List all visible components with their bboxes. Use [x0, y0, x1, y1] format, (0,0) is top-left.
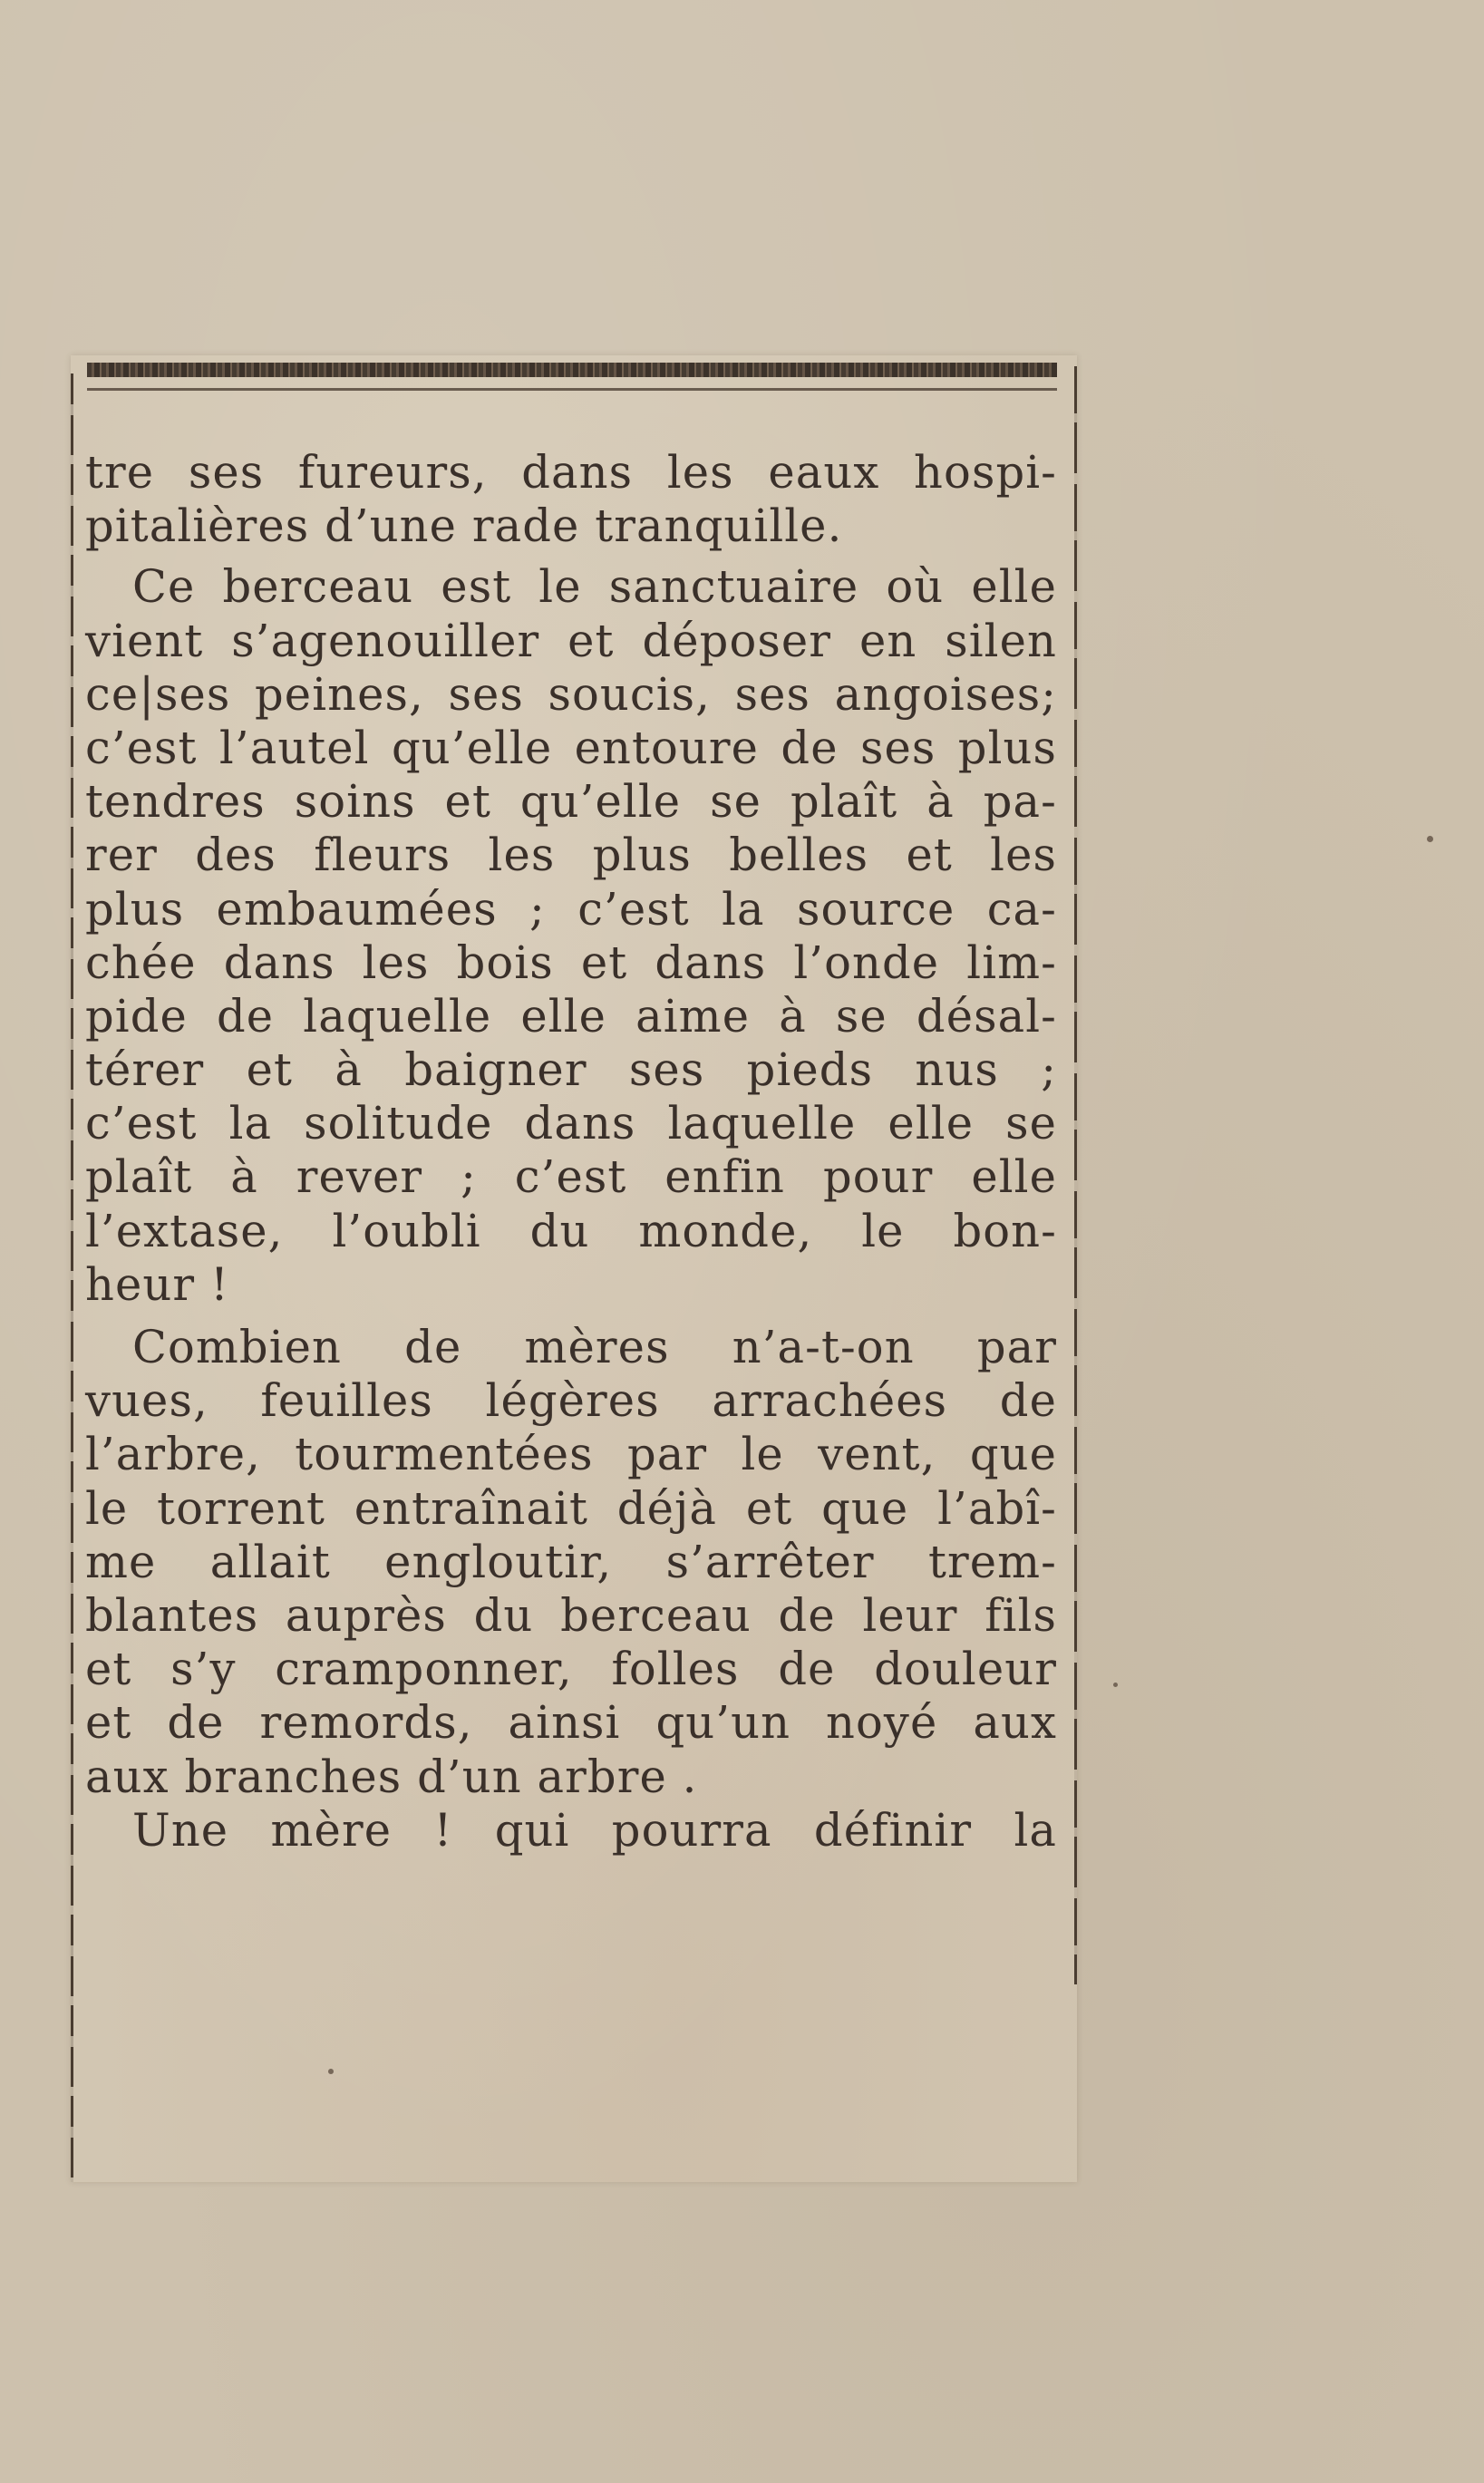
header-thick-rule	[87, 363, 1057, 377]
text-line: vient s’agenouiller et déposer en silen	[85, 614, 1057, 667]
text-line: pide de laquelle elle aime à se désal-	[85, 989, 1057, 1043]
text-line: Combien de mères n’a-t-on par	[132, 1321, 1057, 1373]
paper-speck	[328, 2069, 334, 2074]
text-line: plus embaumées ; c’est la source ca-	[85, 882, 1057, 936]
text-line: l’arbre, tourmentées par le vent, que	[85, 1428, 1057, 1481]
text-line: me allait engloutir, s’arrêter trem-	[85, 1535, 1057, 1588]
text-line: aux branches d’un arbre .	[85, 1750, 698, 1803]
text-line: tre ses fureurs, dans les eaux hospi-	[85, 446, 1057, 499]
text-line: pitalières d’une rade tranquille.	[85, 500, 843, 553]
text-line: le torrent entraînait déjà et que l’abî-	[85, 1481, 1057, 1535]
paper-speck	[1113, 1683, 1118, 1687]
text-line: c’est la solitude dans laquelle elle se	[85, 1097, 1057, 1150]
article-text	[85, 446, 1057, 1857]
paper-speck	[1427, 836, 1433, 842]
clipping-left-edge	[71, 373, 73, 2182]
text-line: et s’y cramponner, folles de douleur	[85, 1643, 1057, 1696]
text-line: chée dans les bois et dans l’onde lim-	[85, 936, 1057, 989]
text-line: ce|ses peines, ses soucis, ses angoises;	[85, 667, 1057, 721]
text-line: c’est l’autel qu’elle entoure de ses plus	[85, 721, 1057, 774]
text-line: vues, feuilles légères arrachées de	[85, 1374, 1057, 1428]
text-line: l’extase, l’oubli du monde, le bon-	[85, 1204, 1057, 1257]
text-line: Ce berceau est le sanctuaire où elle	[132, 560, 1057, 614]
text-line: rer des fleurs les plus belles et les	[85, 829, 1057, 882]
text-line: tendres soins et qu’elle se plaît à pa-	[85, 775, 1057, 829]
text-line: plaît à rever ; c’est enfin pour elle	[85, 1150, 1057, 1204]
text-line: blantes auprès du berceau de leur fils	[85, 1588, 1057, 1642]
text-line: térer et à baigner ses pieds nus ;	[85, 1043, 1057, 1097]
text-line: heur !	[85, 1257, 229, 1311]
clipping-blank-area	[71, 2001, 1077, 2182]
clipping-right-edge	[1074, 366, 1077, 1984]
header-thin-rule	[87, 388, 1057, 391]
text-line: et de remords, ainsi qu’un noyé aux	[85, 1696, 1057, 1750]
text-line: Une mère ! qui pourra définir la	[132, 1803, 1057, 1857]
newspaper-clipping	[71, 355, 1077, 2182]
